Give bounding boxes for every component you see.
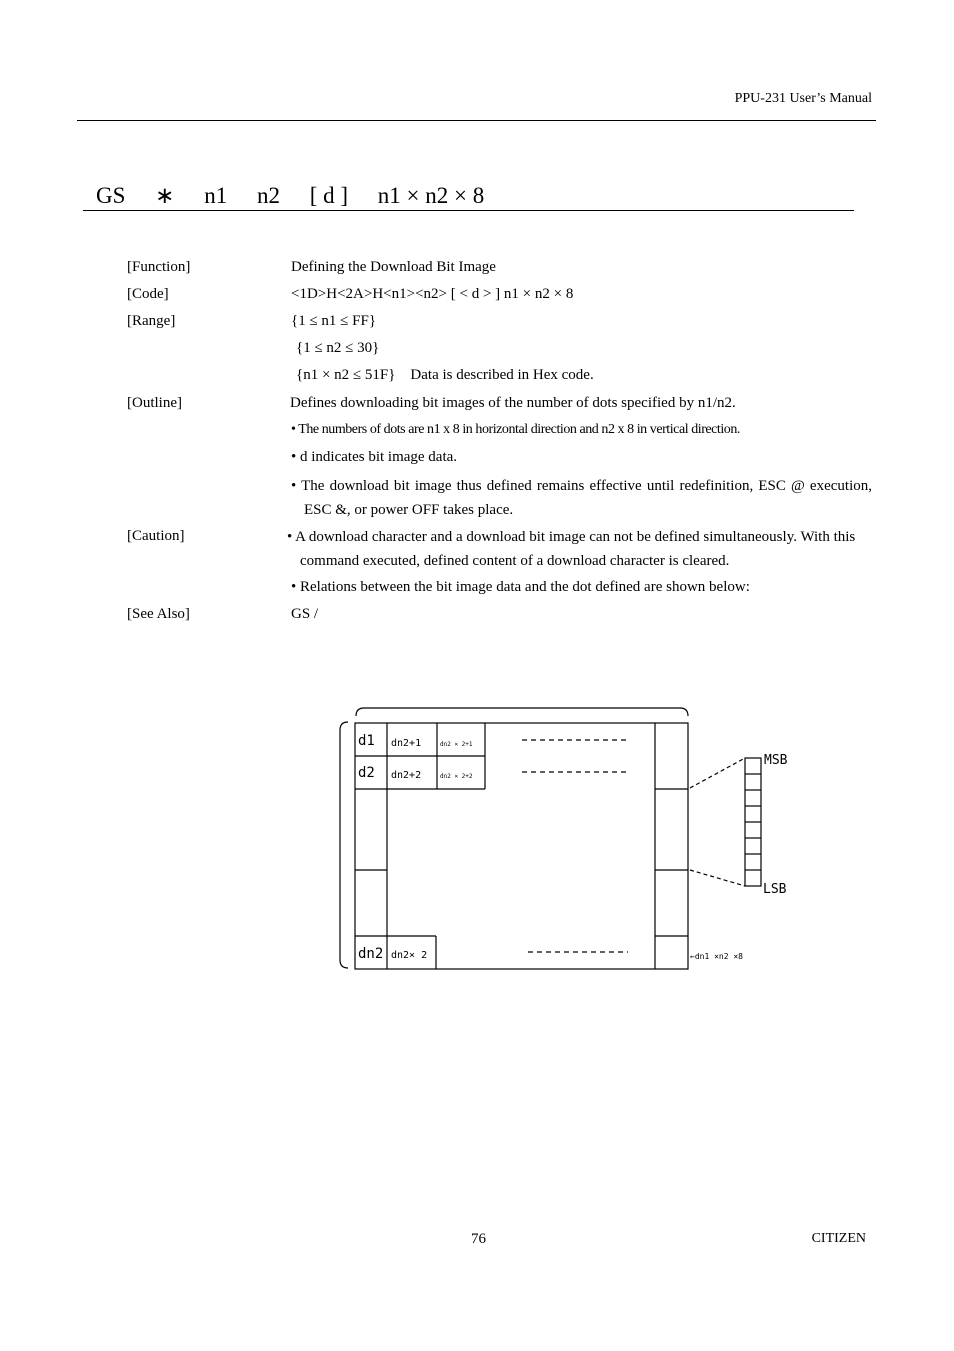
left-brace <box>340 722 348 968</box>
cell-dn2-plus-2: dn2+2 <box>391 770 422 781</box>
command-part: n2 <box>256 183 280 208</box>
last-data-label: ←dn1 ×n2 ×8 <box>690 952 743 961</box>
see-also-label: [See Also] <box>127 606 190 622</box>
cell-dn2-times-2: dn2× 2 <box>391 950 428 961</box>
top-brace <box>356 708 688 716</box>
command-part: GS <box>96 183 126 208</box>
outline-label: [Outline] <box>127 395 182 411</box>
outline-value: Defines downloading bit images of the number of dots specified by n1/n2. <box>290 395 736 411</box>
cell-dn2-times-2-plus-1: dn2 × 2+1 <box>440 741 473 748</box>
command-part: [ d ] <box>309 183 349 208</box>
command-part: n1 × n2 × 8 <box>377 183 485 208</box>
footer-brand: CITIZEN <box>811 1231 866 1246</box>
outline-bullet-text: • The download bit image thus defined remains effective until redefinition, ESC @ execution, ESC &, or power OFF takes place. <box>291 478 872 518</box>
cell-dn2-plus-1: dn2+1 <box>391 738 422 749</box>
function-value: Defining the Download Bit Image <box>291 259 496 275</box>
see-also-value: GS / <box>291 606 319 622</box>
range-value-1: {1 ≤ n1 ≤ FF} <box>291 313 377 329</box>
page-number: 76 <box>471 1231 486 1247</box>
command-part: n1 <box>204 183 228 208</box>
zoom-line <box>690 870 745 886</box>
zoom-line <box>690 758 745 788</box>
cell-d1: d1 <box>358 733 375 749</box>
outline-bullet: • The numbers of dots are n1 x 8 in horizontal direction and n2 x 8 in vertical direction. <box>291 422 740 437</box>
caution-label: [Caution] <box>127 528 185 544</box>
caution-bullet-text: • A download character and a download bit image can not be defined simultaneously. With this command executed, defined content of a download character is cleared. <box>287 529 856 569</box>
outline-bullet: • d indicates bit image data. <box>291 449 458 465</box>
code-value: <1D>H<2A>H<n1><n2> [ < d > ] n1 × n2 × 8 <box>291 286 574 302</box>
cell-d2: d2 <box>358 765 375 781</box>
lsb-label: LSB <box>763 882 787 897</box>
bitmap-frame <box>355 723 688 969</box>
code-label: [Code] <box>127 286 169 302</box>
command-part: ∗ <box>155 183 175 208</box>
range-value-2: {1 ≤ n2 ≤ 30} <box>296 340 380 356</box>
manual-title: PPU-231 User’s Manual <box>734 91 872 106</box>
range-value-3: {n1 × n2 ≤ 51F} Data is described in Hex code. <box>296 367 594 383</box>
function-label: [Function] <box>127 259 191 275</box>
msb-label: MSB <box>764 753 788 768</box>
range-label: [Range] <box>127 313 176 329</box>
caution-bullet: • Relations between the bit image data and the dot defined are shown below: <box>291 579 750 595</box>
cell-dn2-times-2-plus-2: dn2 × 2+2 <box>440 773 473 780</box>
cell-dn2: dn2 <box>358 946 384 962</box>
